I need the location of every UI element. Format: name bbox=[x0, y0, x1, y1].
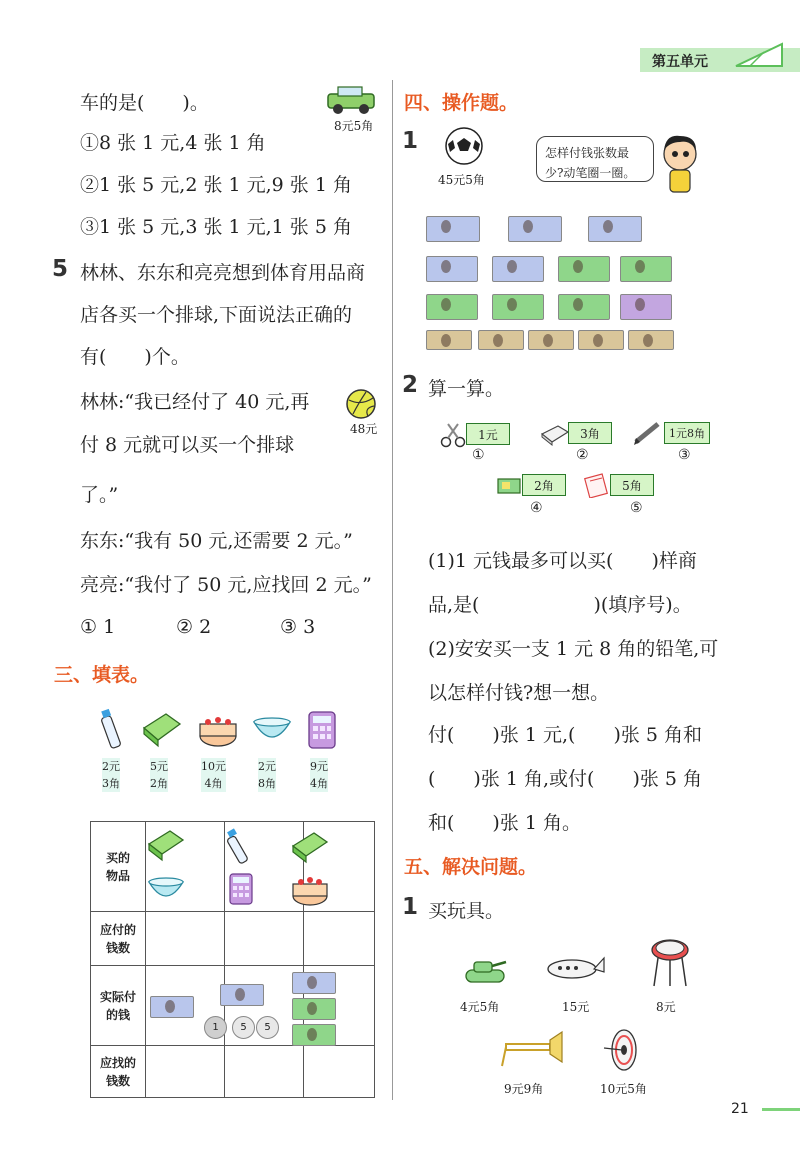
banknote-icon bbox=[150, 996, 194, 1018]
table-row-header: 应付的 钱数 bbox=[91, 912, 146, 966]
item-marker: ④ bbox=[530, 500, 543, 516]
q4-option-1: ①8 张 1 元,4 张 1 角 bbox=[80, 132, 266, 154]
toy-price: 9元9角 bbox=[504, 1082, 544, 1096]
banknote-icon bbox=[292, 1024, 336, 1046]
soap-icon bbox=[140, 708, 184, 748]
car-price: 8元5角 bbox=[334, 119, 374, 133]
banknote-icon[interactable] bbox=[426, 216, 480, 242]
unit-title: 第五单元 bbox=[652, 54, 708, 70]
toothpaste-icon bbox=[224, 828, 252, 868]
trombone-icon bbox=[498, 1030, 564, 1070]
banknote-icon[interactable] bbox=[628, 330, 674, 350]
banknote-icon[interactable] bbox=[426, 330, 472, 350]
item-marker: ⑤ bbox=[630, 500, 643, 516]
banknote-icon[interactable] bbox=[492, 294, 544, 320]
banknote-icon[interactable] bbox=[578, 330, 624, 350]
table-answer-cell[interactable] bbox=[304, 912, 375, 966]
table-row-header: 买的 物品 bbox=[91, 822, 146, 912]
price-tag: 1元 bbox=[466, 423, 510, 445]
banknote-icon[interactable] bbox=[558, 294, 610, 320]
page-number: 21 bbox=[731, 1101, 749, 1117]
q5-dongdong: 东东:“我有 50 元,还需要 2 元。” bbox=[80, 530, 353, 552]
q4-cont-line: 车的是( )。 bbox=[80, 92, 209, 114]
banknote-icon[interactable] bbox=[558, 256, 610, 282]
table-answer-cell[interactable] bbox=[225, 912, 304, 966]
tank-icon bbox=[462, 954, 508, 986]
item-marker: ① bbox=[472, 447, 485, 463]
table-answer-cell[interactable] bbox=[146, 1046, 225, 1098]
soccer-ball-icon bbox=[444, 126, 484, 166]
q2-part2-line2: 以怎样付钱?想一想。 bbox=[428, 682, 610, 704]
drum-icon bbox=[648, 936, 692, 990]
volleyball-icon bbox=[344, 388, 378, 420]
q5-text-3: 有( )个。 bbox=[80, 346, 190, 368]
banknote-icon[interactable] bbox=[426, 294, 478, 320]
banknote-icon[interactable] bbox=[492, 256, 544, 282]
calculator-icon bbox=[306, 710, 338, 752]
item-price-4: 2元 8角 bbox=[258, 760, 276, 790]
banknote-icon[interactable] bbox=[508, 216, 562, 242]
notepad-icon bbox=[584, 472, 610, 498]
coin-icon: 5 bbox=[232, 1016, 255, 1039]
price-tag: 5角 bbox=[610, 474, 654, 496]
banknote-icon[interactable] bbox=[426, 256, 478, 282]
question-title: 算一算。 bbox=[428, 378, 505, 400]
q2-part2-line5: 和( )张 1 角。 bbox=[428, 812, 581, 834]
q5-option-3: ③ 3 bbox=[280, 616, 316, 638]
table-answer-cell[interactable] bbox=[146, 912, 225, 966]
q5-liangliang: 亮亮:“我付了 50 元,应找回 2 元。” bbox=[80, 574, 372, 596]
section-heading: 三、填表。 bbox=[54, 664, 150, 686]
question-title: 买玩具。 bbox=[428, 900, 505, 922]
speech-bubble: 怎样付钱张数最 少?动笔圈一圈。 bbox=[536, 136, 654, 182]
volleyball-price: 48元 bbox=[350, 422, 378, 436]
q4-option-3: ③1 张 5 元,3 张 1 元,1 张 5 角 bbox=[80, 216, 352, 238]
banknote-icon[interactable] bbox=[588, 216, 642, 242]
table-row-header: 应找的 钱数 bbox=[91, 1046, 146, 1098]
airplane-icon bbox=[544, 952, 606, 986]
banknote-icon bbox=[292, 998, 336, 1020]
cake-icon bbox=[196, 710, 240, 750]
q2-part2-line1: (2)安安买一支 1 元 8 角的铅笔,可 bbox=[428, 638, 719, 660]
question-number: 5 bbox=[52, 256, 69, 282]
pencil-sharpener-icon bbox=[496, 474, 524, 496]
question-number: 2 bbox=[402, 372, 419, 398]
price-tag: 2角 bbox=[522, 474, 566, 496]
page-number-bar bbox=[762, 1108, 800, 1111]
cake-icon bbox=[290, 872, 330, 908]
q5-text-2: 店各买一个排球,下面说法正确的 bbox=[80, 304, 353, 326]
q5-linlin-2: 付 8 元就可以买一个排球 bbox=[80, 434, 295, 456]
q2-part1-line1: (1)1 元钱最多可以买( )样商 bbox=[428, 550, 697, 572]
item-price-5: 9元 4角 bbox=[310, 760, 328, 790]
column-divider bbox=[392, 80, 393, 1100]
toy-price: 15元 bbox=[562, 1000, 590, 1014]
banknote-icon bbox=[292, 972, 336, 994]
q2-part1-line2: 品,是( )(填序号)。 bbox=[428, 594, 692, 616]
boy-icon bbox=[656, 130, 704, 194]
ruler-triangle-icon bbox=[730, 38, 790, 70]
calculator-icon bbox=[228, 872, 254, 906]
item-marker: ② bbox=[576, 447, 589, 463]
toy-price: 8元 bbox=[656, 1000, 676, 1014]
q5-text-1: 林林、东东和亮亮想到体育用品商 bbox=[80, 262, 366, 284]
question-number: 1 bbox=[402, 894, 419, 920]
q5-option-2: ② 2 bbox=[176, 616, 212, 638]
item-price-1: 2元 3角 bbox=[102, 760, 120, 790]
dartboard-icon bbox=[602, 1026, 642, 1076]
coin-icon: 1 bbox=[204, 1016, 227, 1039]
q5-linlin-1: 林林:“我已经付了 40 元,再 bbox=[80, 391, 310, 413]
item-price-3: 10元 4角 bbox=[201, 760, 226, 790]
toy-price: 4元5角 bbox=[460, 1000, 500, 1014]
scissors-icon bbox=[440, 422, 466, 448]
bowl-icon bbox=[250, 712, 294, 748]
banknote-icon[interactable] bbox=[620, 256, 672, 282]
price-tag: 3角 bbox=[568, 422, 612, 444]
bowl-icon bbox=[146, 874, 186, 904]
eraser-icon bbox=[540, 424, 570, 446]
banknote-icon[interactable] bbox=[478, 330, 524, 350]
table-answer-cell[interactable] bbox=[304, 1046, 375, 1098]
section-heading: 四、操作题。 bbox=[404, 92, 519, 114]
item-marker: ③ bbox=[678, 447, 691, 463]
section-heading: 五、解决问题。 bbox=[404, 856, 538, 878]
q4-option-2: ②1 张 5 元,2 张 1 元,9 张 1 角 bbox=[80, 174, 352, 196]
toothpaste-icon bbox=[96, 708, 128, 754]
price-tag: 1元8角 bbox=[664, 422, 710, 444]
question-number: 1 bbox=[402, 128, 419, 154]
q2-part2-line4: ( )张 1 角,或付( )张 5 角 bbox=[428, 768, 703, 790]
jeep-icon bbox=[324, 84, 380, 116]
q2-part2-line3: 付( )张 1 元,( )张 5 角和 bbox=[428, 724, 703, 746]
banknote-icon[interactable] bbox=[528, 330, 574, 350]
q5-option-1: ① 1 bbox=[80, 616, 116, 638]
item-price-2: 5元 2角 bbox=[150, 760, 168, 790]
banknote-icon bbox=[220, 984, 264, 1006]
table-row-header: 实际付 的钱 bbox=[91, 966, 146, 1046]
table-answer-cell[interactable] bbox=[225, 1046, 304, 1098]
soap-icon bbox=[146, 826, 186, 862]
soap-icon bbox=[290, 828, 330, 864]
coin-icon: 5 bbox=[256, 1016, 279, 1039]
banknote-icon[interactable] bbox=[620, 294, 672, 320]
toy-price: 10元5角 bbox=[600, 1082, 647, 1096]
pencil-icon bbox=[632, 420, 662, 446]
ball-price: 45元5角 bbox=[438, 173, 485, 187]
q5-linlin-3: 了。” bbox=[80, 484, 119, 506]
